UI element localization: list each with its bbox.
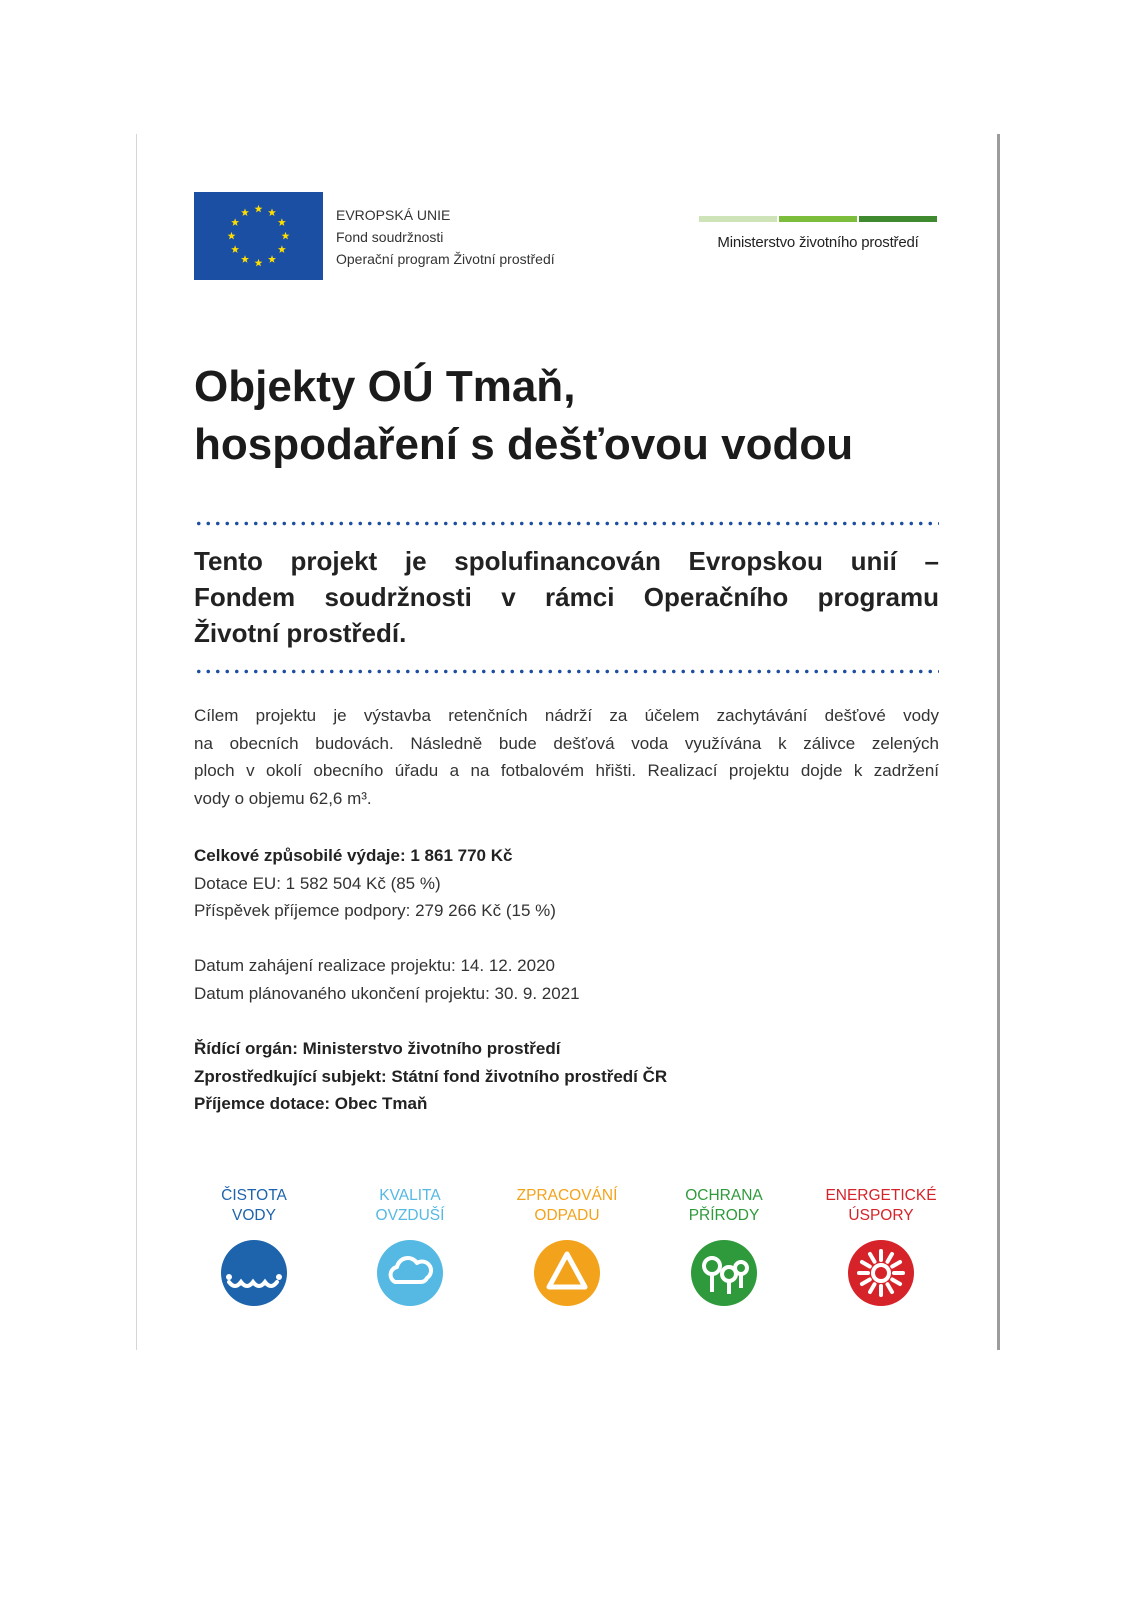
eu-programme: Operační program Životní prostředí	[336, 251, 555, 267]
eu-star	[231, 245, 239, 253]
intermediate-body: Zprostředkující subjekt: Státní fond životního prostředí ČR	[194, 1066, 668, 1086]
page-border-left	[136, 134, 137, 1350]
ministry-bar-medium	[779, 216, 857, 222]
funding-line-3: Životní prostředí.	[194, 618, 407, 648]
recipient-contribution: Příspěvek příjemce podpory: 279 266 Kč (15 %)	[194, 901, 556, 920]
ministry-bar-light	[699, 216, 777, 222]
eu-star	[278, 245, 286, 253]
description-line-1: Cílem projektu je výstavba retenčních nádrží za účelem zachytávání dešťové vody	[194, 706, 939, 725]
ministry-name: Ministerstvo životního prostředí	[717, 234, 919, 251]
description-line-4: vody o objemu 62,6 m³.	[194, 788, 372, 808]
theme-air-quality	[345, 1186, 475, 1306]
page-title	[194, 358, 853, 474]
eu-star	[255, 205, 263, 213]
eu-name: EVROPSKÁ UNIE	[336, 207, 451, 223]
responsible-bodies	[194, 1035, 667, 1118]
dotted-divider-bottom	[194, 669, 939, 674]
start-date: Datum zahájení realizace projektu: 14. 12. 2020	[194, 956, 556, 975]
eu-flag-icon	[194, 192, 323, 280]
eu-fund: Fond soudržnosti	[336, 229, 444, 245]
title-line-1: Objekty OÚ Tmaň,	[194, 362, 576, 411]
eu-star	[282, 232, 290, 240]
ministry-bar-dark	[859, 216, 937, 222]
eu-programme-text	[336, 204, 555, 270]
theme-label-line-1: KVALITA	[379, 1187, 441, 1204]
dotted-divider-top	[194, 521, 939, 526]
eu-star	[228, 232, 236, 240]
trees-icon	[691, 1240, 757, 1306]
ministry-color-bars	[699, 216, 937, 222]
eu-star	[268, 208, 276, 216]
budget-section	[194, 842, 556, 925]
theme-energy-savings	[816, 1186, 946, 1306]
page-border-right	[997, 134, 1000, 1350]
theme-label-line-1: ZPRACOVÁNÍ	[516, 1187, 618, 1204]
sun-icon	[848, 1240, 914, 1306]
total-expenses: Celkové způsobilé výdaje: 1 861 770 Kč	[194, 846, 513, 865]
eu-star	[268, 255, 276, 263]
theme-label-line-2: VODY	[232, 1207, 276, 1224]
eu-star	[255, 259, 263, 267]
cloud-icon	[377, 1240, 443, 1306]
dates-section	[194, 952, 580, 1007]
theme-label-line-1: ČISTOTA	[221, 1187, 287, 1204]
water-waves-icon	[221, 1240, 287, 1306]
funding-statement	[194, 543, 939, 651]
theme-label-line-2: OVZDUŠÍ	[375, 1207, 445, 1224]
eu-star	[241, 255, 249, 263]
description-line-3: ploch v okolí obecního úřadu a na fotbalovém hřišti. Realizací projektu dojde k zadržení	[194, 761, 939, 780]
theme-label-line-2: ÚSPORY	[848, 1207, 914, 1224]
eu-star	[241, 208, 249, 216]
theme-label-line-1: ENERGETICKÉ	[825, 1187, 937, 1204]
eu-star	[231, 218, 239, 226]
funding-line-1: Tento projekt je spolufinancován Evropskou unií –	[194, 546, 939, 576]
theme-label-line-2: ODPADU	[534, 1207, 600, 1224]
recycle-triangle-icon	[534, 1240, 600, 1306]
end-date: Datum plánovaného ukončení projektu: 30. 9. 2021	[194, 983, 580, 1003]
title-line-2: hospodaření s dešťovou vodou	[194, 420, 854, 469]
theme-waste-processing	[502, 1186, 632, 1306]
ministry-logo	[699, 216, 937, 251]
description-line-2: na obecních budovách. Následně bude dešťová voda využívána k zálivce zelených	[194, 733, 939, 753]
grant-recipient: Příjemce dotace: Obec Tmaň	[194, 1094, 428, 1113]
project-description	[194, 702, 939, 812]
theme-label-line-1: OCHRANA	[685, 1187, 763, 1204]
eu-star	[278, 218, 286, 226]
eu-grant: Dotace EU: 1 582 504 Kč (85 %)	[194, 873, 441, 893]
managing-authority: Řídící orgán: Ministerstvo životního prostředí	[194, 1039, 561, 1058]
theme-nature-protection	[659, 1186, 789, 1306]
funding-line-2: Fondem soudržnosti v rámci Operačního programu	[194, 582, 939, 612]
eu-flag-logo	[194, 192, 323, 280]
theme-label-line-2: PŘÍRODY	[688, 1207, 760, 1224]
theme-water-purity	[189, 1186, 319, 1306]
